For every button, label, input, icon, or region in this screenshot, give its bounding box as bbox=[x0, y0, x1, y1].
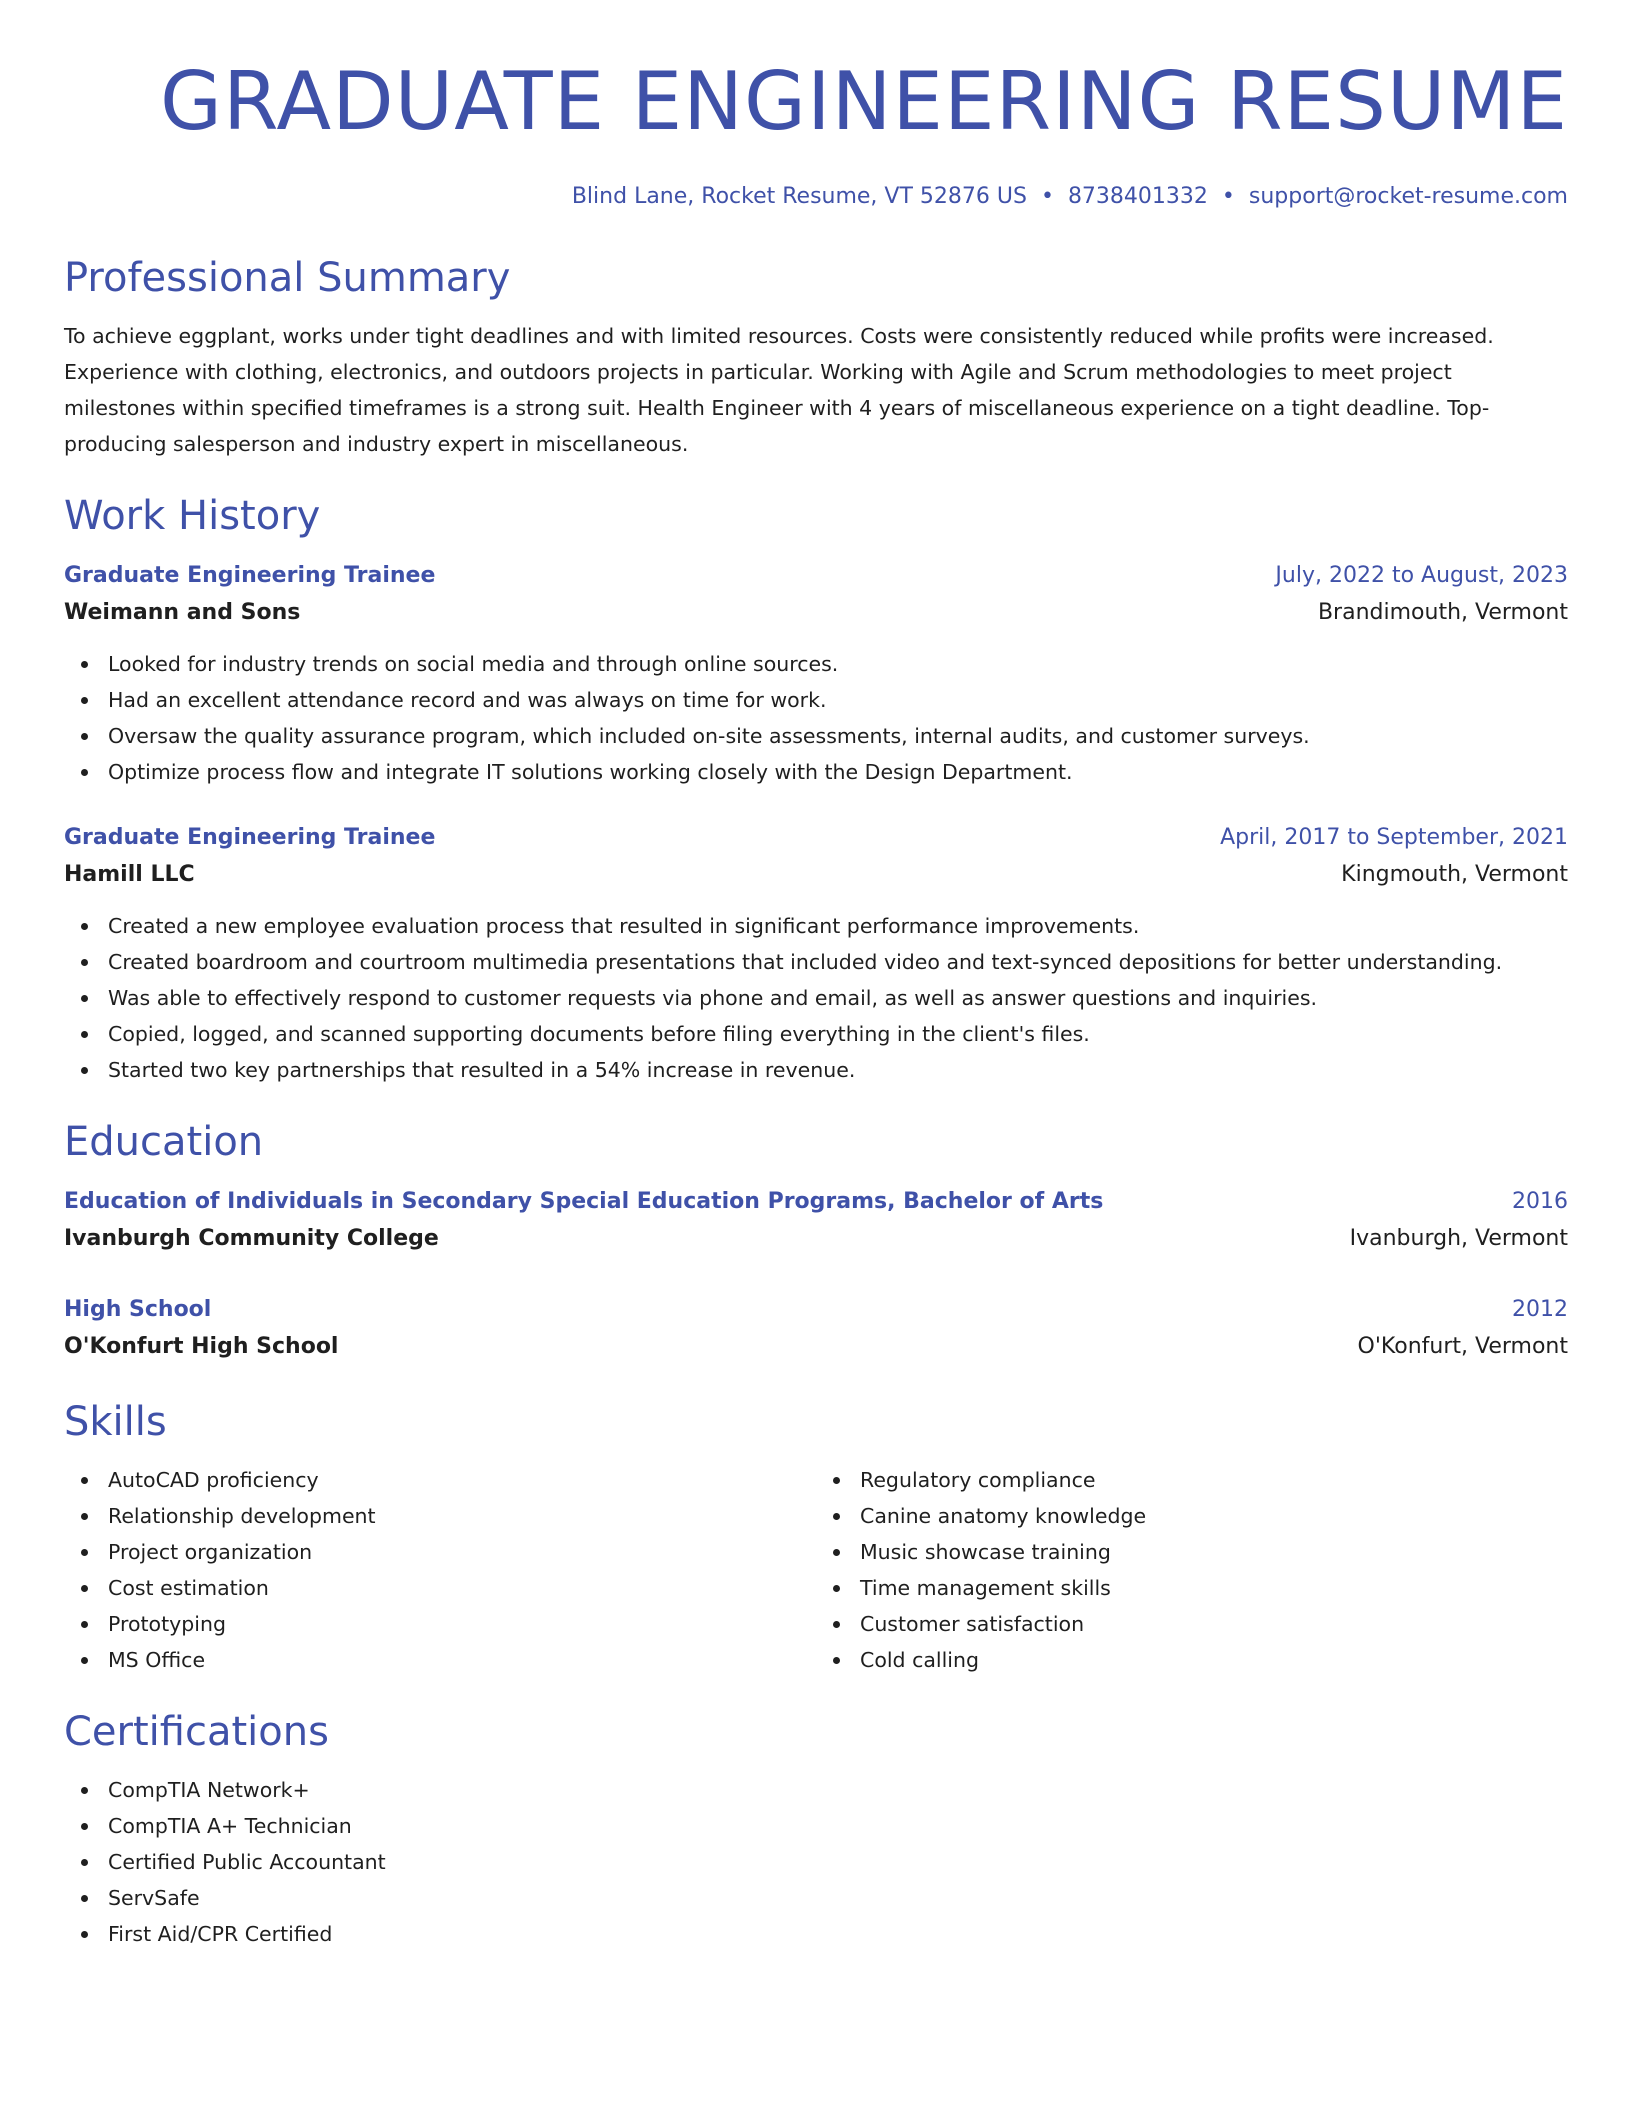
certifications-heading: Certifications bbox=[64, 1709, 329, 1755]
certification-item: Certified Public Accountant bbox=[108, 1844, 1568, 1880]
skill-item: Cold calling bbox=[860, 1642, 1568, 1678]
education-year: 2012 bbox=[1512, 1297, 1568, 1322]
skills-list-right bbox=[816, 1462, 1568, 1678]
contact-separator: • bbox=[1221, 184, 1235, 209]
job-company: Hamill LLC bbox=[64, 862, 195, 887]
summary-text: To achieve eggplant, works under tight deadlines and with limited resources. Costs were consistently reduced while profits were increased. Experience with clothing, electronics, and outdoors projects in particular. Working with Agile and Scrum methodologies to meet project milestones within specified timeframes is a strong suit. Health Engineer with 4 years of miscellaneous experience on a tight deadline. Top-producing salesperson and industry expert in miscellaneous. bbox=[64, 324, 1494, 456]
skill-item: Music showcase training bbox=[860, 1534, 1568, 1570]
list-item: Was able to effectively respond to customer requests via phone and email, as well as answer questions and inquiries. bbox=[108, 980, 1568, 1016]
job-location: Kingmouth, Vermont bbox=[1341, 862, 1568, 887]
list-item: Started two key partnerships that resulted in a 54% increase in revenue. bbox=[108, 1052, 1568, 1088]
skill-item: Relationship development bbox=[108, 1498, 816, 1534]
job-company: Weimann and Sons bbox=[64, 600, 301, 625]
list-item: Created boardroom and courtroom multimedia presentations that included video and text-synced depositions for better understanding. bbox=[108, 944, 1568, 980]
contact-phone: 8738401332 bbox=[1067, 184, 1208, 209]
work-history-heading: Work History bbox=[64, 493, 321, 539]
contact-line bbox=[64, 182, 1568, 212]
job-bullets bbox=[64, 908, 1568, 1088]
list-item: Looked for industry trends on social media and through online sources. bbox=[108, 646, 1568, 682]
job-dates: April, 2017 to September, 2021 bbox=[1220, 825, 1568, 850]
skill-item: Time management skills bbox=[860, 1570, 1568, 1606]
list-item: Copied, logged, and scanned supporting documents before filing everything in the client's files. bbox=[108, 1016, 1568, 1052]
education-heading: Education bbox=[64, 1119, 264, 1165]
certification-item: ServSafe bbox=[108, 1880, 1568, 1916]
list-item: Optimize process flow and integrate IT solutions working closely with the Design Department. bbox=[108, 754, 1568, 790]
list-item: Had an excellent attendance record and was always on time for work. bbox=[108, 682, 1568, 718]
education-school: O'Konfurt High School bbox=[64, 1334, 339, 1359]
job-dates: July, 2022 to August, 2023 bbox=[1275, 563, 1568, 588]
certifications-list bbox=[64, 1772, 1568, 1952]
job-entry bbox=[64, 558, 1568, 790]
job-role: Graduate Engineering Trainee bbox=[64, 825, 436, 850]
certification-item: CompTIA A+ Technician bbox=[108, 1808, 1568, 1844]
contact-separator: • bbox=[1040, 184, 1054, 209]
job-location: Brandimouth, Vermont bbox=[1317, 600, 1568, 625]
skill-item: Cost estimation bbox=[108, 1570, 816, 1606]
education-entry bbox=[64, 1184, 1568, 1258]
job-entry bbox=[64, 820, 1568, 1088]
certification-item: First Aid/CPR Certified bbox=[108, 1916, 1568, 1952]
education-degree: High School bbox=[64, 1297, 212, 1322]
job-role: Graduate Engineering Trainee bbox=[64, 563, 436, 588]
education-location: Ivanburgh, Vermont bbox=[1349, 1226, 1568, 1251]
education-entry bbox=[64, 1292, 1568, 1366]
skill-item: MS Office bbox=[108, 1642, 816, 1678]
skills-list-left bbox=[64, 1462, 816, 1678]
skill-item: Customer satisfaction bbox=[860, 1606, 1568, 1642]
skill-item: Prototyping bbox=[108, 1606, 816, 1642]
list-item: Oversaw the quality assurance program, which included on-site assessments, internal audits, and customer surveys. bbox=[108, 718, 1568, 754]
skill-item: AutoCAD proficiency bbox=[108, 1462, 816, 1498]
skill-item: Project organization bbox=[108, 1534, 816, 1570]
job-bullets bbox=[64, 646, 1568, 790]
skills-heading: Skills bbox=[64, 1399, 167, 1445]
education-year: 2016 bbox=[1512, 1189, 1568, 1214]
education-school: Ivanburgh Community College bbox=[64, 1226, 439, 1251]
education-degree: Education of Individuals in Secondary Special Education Programs, Bachelor of Arts bbox=[64, 1189, 1104, 1214]
education-location: O'Konfurt, Vermont bbox=[1357, 1334, 1568, 1359]
skill-item: Canine anatomy knowledge bbox=[860, 1498, 1568, 1534]
skills-columns bbox=[64, 1454, 1568, 1678]
contact-email: support@rocket-resume.com bbox=[1248, 184, 1568, 209]
contact-address: Blind Lane, Rocket Resume, VT 52876 US bbox=[571, 184, 1027, 209]
skill-item: Regulatory compliance bbox=[860, 1462, 1568, 1498]
certification-item: CompTIA Network+ bbox=[108, 1772, 1568, 1808]
list-item: Created a new employee evaluation process that resulted in significant performance improvements. bbox=[108, 908, 1568, 944]
resume-title: GRADUATE ENGINEERING RESUME bbox=[160, 55, 1568, 148]
summary-heading: Professional Summary bbox=[64, 255, 511, 301]
